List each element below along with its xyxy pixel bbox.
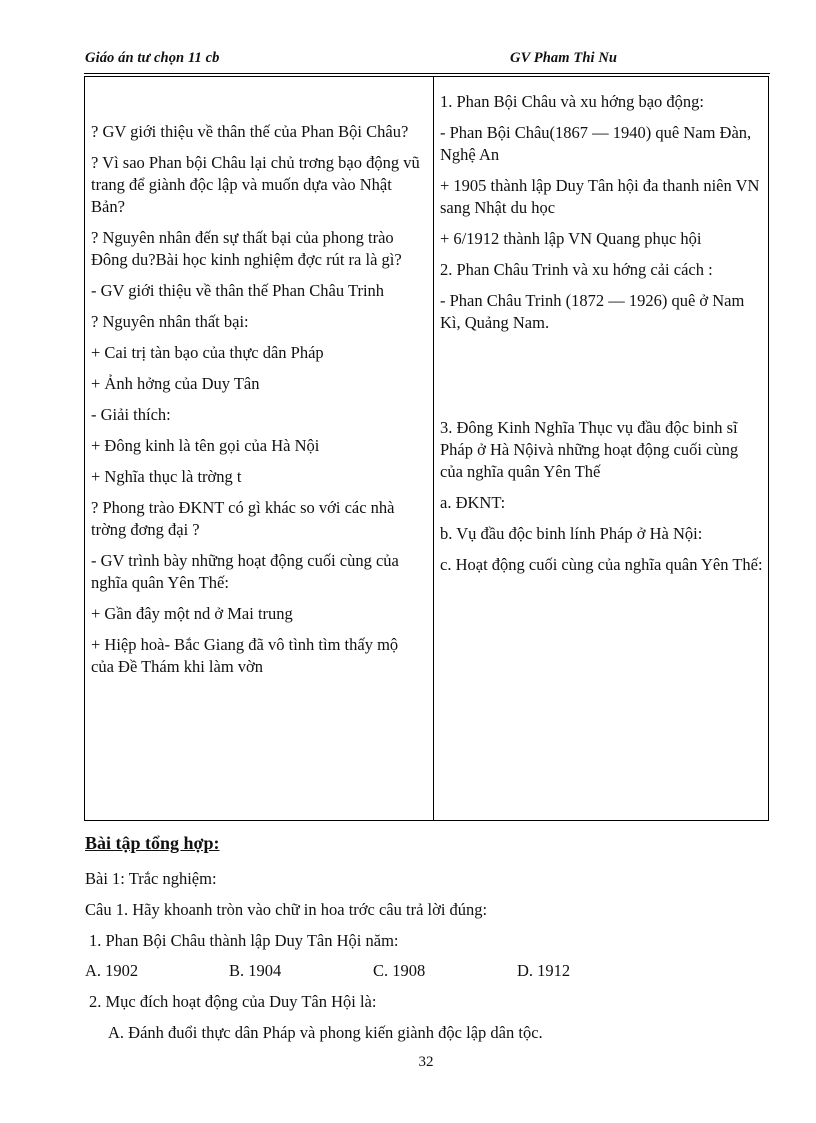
right-paragraph: a. ĐKNT: [440,493,506,512]
option-b: B. 1904 [229,961,282,980]
header-left-title: Giáo án tư chọn 11 cb [85,50,220,66]
left-paragraph: ? Phong trào ĐKNT có gì khác so với các nhà trờng đơng đại ? [91,498,395,539]
option-a: A. 1902 [85,961,139,980]
left-paragraph: - GV trình bày những hoạt động cuối cùng của nghĩa quân Yên Thế: [91,551,399,592]
left-column [91,121,421,687]
lesson-table [84,76,769,821]
header-right-author: GV Pham Thi Nu [510,50,618,66]
left-paragraph: ? Vì sao Phan bội Châu lại chủ trơng bạo động vũ trang để giành độc lập và muốn dựa vào Nhật Bản? [91,153,420,216]
left-paragraph: + Đông kinh là tên gọi của Hà Nội [91,436,320,455]
left-paragraph: ? Nguyên nhân thất bại: [91,312,249,331]
left-paragraph: + Hiệp hoà- Bắc Giang đã vô tình tìm thấy mộ của Đề Thám khi làm vờn [91,635,399,676]
column-divider [433,77,434,820]
page-number: 32 [418,1054,434,1070]
right-column [440,91,765,585]
left-paragraph: + Nghĩa thục là trờng t [91,467,242,486]
option-c: C. 1908 [373,961,426,980]
right-paragraph: + 1905 thành lập Duy Tân hội đa thanh niên VN sang Nhật du học [440,176,760,217]
right-paragraph: 1. Phan Bội Châu và xu hớng bạo động: [440,92,704,111]
left-paragraph: + Gần đây một nd ở Mai trung [91,604,293,623]
right-paragraph: 3. Đông Kinh Nghĩa Thục vụ đầu độc binh sĩ Pháp ở Hà Nộivà những hoạt động cuối cùng của nghĩa quân Yên Thế [440,418,739,481]
right-paragraph: - Phan Bội Châu(1867 — 1940) quê Nam Đàn, Nghệ An [440,123,752,164]
question-1: 1. Phan Bội Châu thành lập Duy Tân Hội năm: [89,931,399,950]
right-paragraph: c. Hoạt động cuối cùng của nghĩa quân Yên Thế: [440,555,763,574]
left-paragraph: - GV giới thiệu về thân thế Phan Châu Trinh [91,281,385,300]
left-paragraph: ? Nguyên nhân đến sự thất bại của phong trào Đông du?Bài học kinh nghiệm đợc rút ra là gì? [91,228,402,269]
exercise-bai1: Bài 1: Trắc nghiệm: [85,869,217,888]
left-paragraph: - Giải thích: [91,405,171,424]
exercise-title: Bài tập tổng hợp: [85,833,220,853]
right-paragraph: + 6/1912 thành lập VN Quang phục hội [440,229,702,248]
exercise-cau1: Câu 1. Hãy khoanh tròn vào chữ in hoa trớc câu trả lời đúng: [85,900,488,919]
right-paragraph: - Phan Châu Trinh (1872 — 1926) quê ở Nam Kì, Quảng Nam. [440,291,745,332]
question-2: 2. Mục đích hoạt động của Duy Tân Hội là: [89,992,377,1011]
right-paragraph: b. Vụ đầu độc binh lính Pháp ở Hà Nội: [440,524,703,543]
right-paragraph: 2. Phan Châu Trinh và xu hớng cải cách : [440,260,713,279]
column-spacer [440,343,765,417]
left-paragraph: + Ảnh hởng của Duy Tân [91,374,260,393]
left-paragraph: + Cai trị tàn bạo của thực dân Pháp [91,343,324,362]
header-rule [84,73,770,74]
option-d: D. 1912 [517,961,571,980]
left-paragraph: ? GV giới thiệu về thân thế của Phan Bội Châu? [91,122,409,141]
question-2-option-a: A. Đánh đuổi thực dân Pháp và phong kiến giành độc lập dân tộc. [108,1023,543,1042]
